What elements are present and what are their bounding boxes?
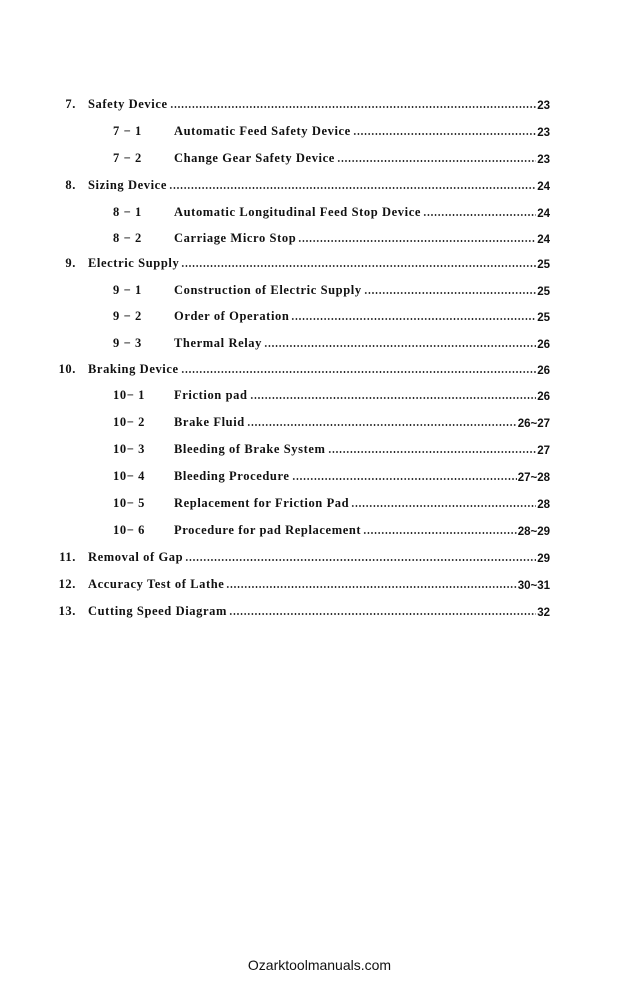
toc-entry-7	[56, 92, 550, 112]
toc-entry-10-4	[113, 464, 550, 484]
dot-leader	[250, 397, 537, 399]
subsection-number: 8 − 1	[113, 205, 142, 219]
page-number: 29	[537, 553, 550, 565]
section-title: Accuracy Test of Lathe	[88, 577, 225, 591]
toc-entry-10-5	[113, 491, 550, 511]
subsection-title: Bleeding of Brake System	[174, 442, 326, 456]
subsection-title: Thermal Relay	[174, 336, 262, 350]
toc-entry-12	[56, 572, 550, 592]
dot-leader	[247, 424, 517, 426]
page-number: 23	[537, 100, 550, 112]
toc-entry-10-6	[113, 518, 550, 538]
toc-entry-7-2	[113, 146, 550, 166]
dot-leader	[264, 345, 536, 347]
section-title: Safety Device	[88, 97, 168, 111]
page-number: 26	[537, 365, 550, 377]
page-number: 28	[537, 499, 550, 511]
subsection-title: Change Gear Safety Device	[174, 151, 335, 165]
subsection-number: 10− 2	[113, 415, 145, 429]
toc-entry-7-1	[113, 119, 550, 139]
subsection-number: 9 − 3	[113, 336, 142, 350]
section-number: 10.	[58, 362, 76, 376]
footer-website: Ozarktoolmanuals.com	[247, 957, 392, 973]
subsection-number: 8 − 2	[113, 231, 142, 245]
section-number: 9.	[65, 256, 76, 270]
section-number: 8.	[65, 178, 76, 192]
section-title: Removal of Gap	[88, 550, 184, 564]
toc-entry-8	[56, 173, 550, 193]
subsection-number: 7 − 1	[113, 124, 142, 138]
section-number: 7.	[65, 97, 76, 111]
toc-entry-10	[56, 357, 550, 377]
toc-entry-8-2	[113, 226, 550, 246]
dot-leader	[229, 613, 536, 615]
page-number: 24	[537, 181, 550, 193]
subsection-number: 10− 5	[113, 496, 145, 510]
subsection-title: Procedure for pad Replacement	[174, 523, 362, 537]
subsection-title: Carriage Micro Stop	[174, 231, 297, 245]
dot-leader	[185, 559, 536, 561]
section-number: 13.	[58, 604, 76, 618]
toc-entry-9	[56, 251, 550, 271]
dot-leader	[423, 214, 536, 216]
page-number: 25	[537, 259, 550, 271]
dot-leader	[337, 160, 536, 162]
subsection-number: 10− 4	[113, 469, 145, 483]
section-title: Electric Supply	[88, 256, 180, 270]
page-number: 25	[537, 312, 550, 324]
subsection-title: Replacement for Friction Pad	[174, 496, 350, 510]
section-number: 11.	[59, 550, 76, 564]
dot-leader	[226, 586, 516, 588]
page-number: 26	[537, 339, 550, 351]
dot-leader	[298, 240, 536, 242]
page-number: 23	[537, 127, 550, 139]
dot-leader	[181, 265, 536, 267]
page-number: 24	[537, 234, 550, 246]
dot-leader	[328, 451, 537, 453]
dot-leader	[363, 532, 517, 534]
section-title: Braking Device	[88, 362, 179, 376]
subsection-number: 9 − 2	[113, 309, 142, 323]
dot-leader	[353, 133, 536, 135]
page-number: 27~28	[517, 472, 550, 484]
page-number: 24	[537, 208, 550, 220]
toc-entry-9-1	[113, 278, 550, 298]
section-title: Sizing Device	[88, 178, 167, 192]
page-number: 28~29	[517, 526, 550, 538]
toc-entry-13	[56, 599, 550, 619]
subsection-number: 10− 1	[113, 388, 145, 402]
dot-leader	[364, 292, 537, 294]
dot-leader	[291, 318, 536, 320]
toc-entry-10-2	[113, 410, 550, 430]
dot-leader	[181, 371, 537, 373]
subsection-number: 7 − 2	[113, 151, 142, 165]
page-number: 27	[537, 445, 550, 457]
page-number: 26~27	[517, 418, 550, 430]
dot-leader	[292, 478, 517, 480]
page-number: 23	[537, 154, 550, 166]
subsection-title: Friction pad	[174, 388, 248, 402]
toc-entry-10-1	[113, 383, 550, 403]
page-number: 32	[537, 607, 550, 619]
subsection-title: Brake Fluid	[174, 415, 245, 429]
subsection-title: Bleeding Procedure	[174, 469, 290, 483]
subsection-title: Automatic Longitudinal Feed Stop Device	[174, 205, 422, 219]
subsection-title: Order of Operation	[174, 309, 290, 323]
dot-leader	[351, 505, 536, 507]
dot-leader	[170, 106, 537, 108]
toc-entry-10-3	[113, 437, 550, 457]
page-number: 26	[537, 391, 550, 403]
toc-entry-9-3	[113, 331, 550, 351]
subsection-number: 10− 3	[113, 442, 145, 456]
subsection-title: Automatic Feed Safety Device	[174, 124, 351, 138]
toc-entry-11	[56, 545, 550, 565]
subsection-title: Construction of Electric Supply	[174, 283, 362, 297]
toc-entry-8-1	[113, 200, 550, 220]
section-title: Cutting Speed Diagram	[88, 604, 227, 618]
subsection-number: 10− 6	[113, 523, 145, 537]
toc-entry-9-2	[113, 304, 550, 324]
page-number: 30~31	[517, 580, 550, 592]
subsection-number: 9 − 1	[113, 283, 142, 297]
page-number: 25	[537, 286, 550, 298]
section-number: 12.	[58, 577, 76, 591]
dot-leader	[169, 187, 536, 189]
